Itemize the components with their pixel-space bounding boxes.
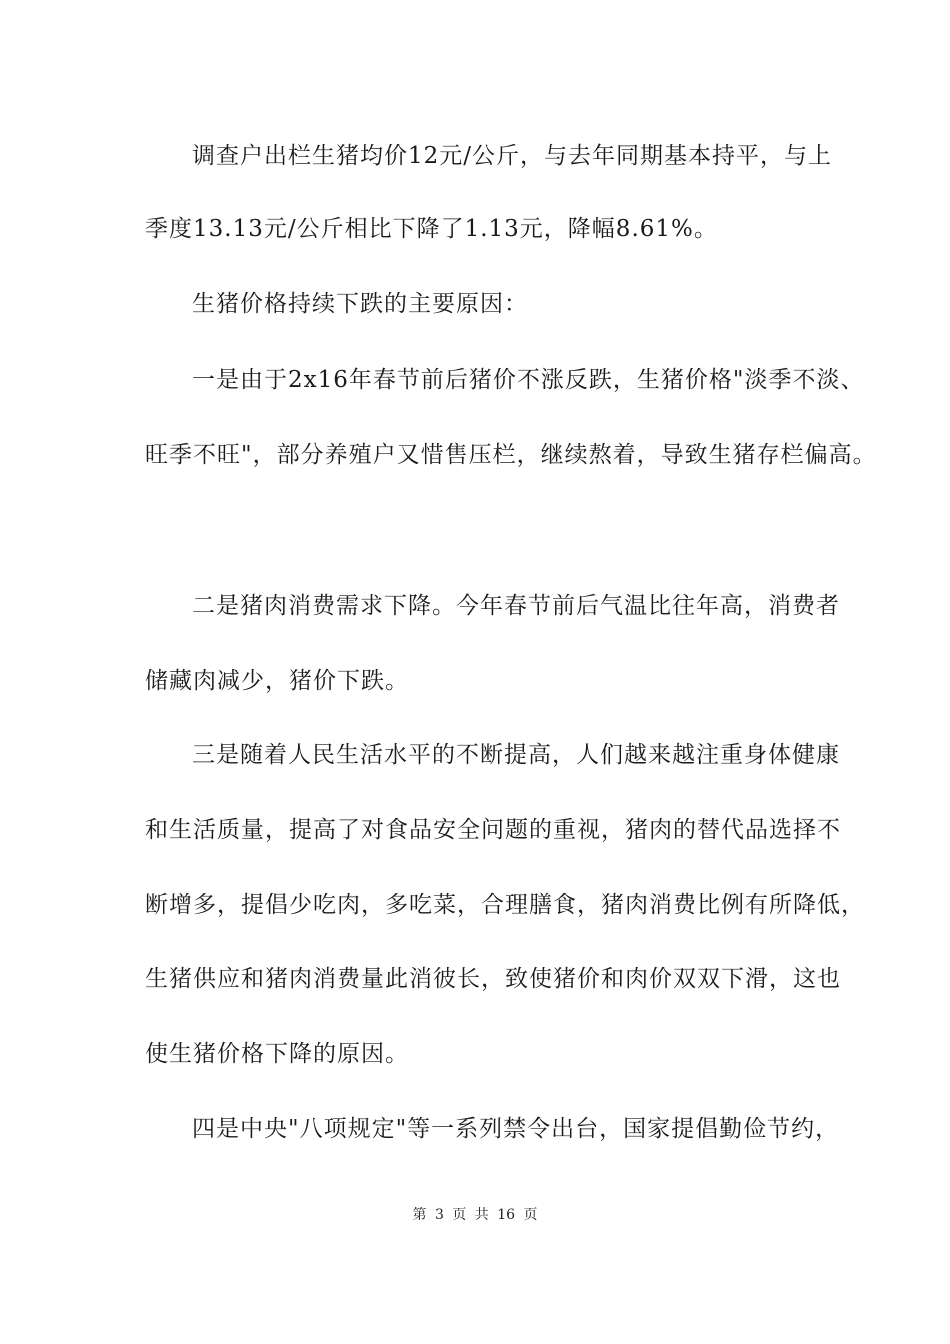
paragraph-line-2: 季度13.13元/公斤相比下降了1.13元，降幅8.61%。	[145, 216, 718, 242]
paragraph-line-5: 旺季不旺"，部分养殖户又惜售压栏，继续熬着，导致生猪存栏偏高。	[145, 442, 877, 468]
paragraph-line-13: 四是中央"八项规定"等一系列禁令出台，国家提倡勤俭节约，	[192, 1116, 840, 1142]
page-footer: 第 3 页 共 16 页	[412, 1207, 538, 1223]
paragraph-line-10: 断增多，提倡少吃肉，多吃菜，合理膳食，猪肉消费比例有所降低，	[145, 892, 865, 918]
paragraph-line-6: 二是猪肉消费需求下降。今年春节前后气温比往年高，消费者	[192, 593, 840, 619]
paragraph-line-1: 调查户出栏生猪均价12元/公斤，与去年同期基本持平，与上	[192, 143, 833, 169]
paragraph-line-8: 三是随着人民生活水平的不断提高，人们越来越注重身体健康	[192, 742, 840, 768]
paragraph-line-7: 储藏肉减少，猪价下跌。	[145, 668, 409, 694]
paragraph-line-9: 和生活质量，提高了对食品安全问题的重视，猪肉的替代品选择不	[145, 817, 841, 843]
paragraph-line-11: 生猪供应和猪肉消费量此消彼长，致使猪价和肉价双双下滑，这也	[145, 966, 841, 992]
paragraph-line-3: 生猪价格持续下跌的主要原因：	[192, 291, 528, 317]
paragraph-line-12: 使生猪价格下降的原因。	[145, 1041, 409, 1067]
paragraph-line-4: 一是由于2x16年春节前后猪价不涨反跌，生猪价格"淡季不淡、	[192, 367, 865, 393]
